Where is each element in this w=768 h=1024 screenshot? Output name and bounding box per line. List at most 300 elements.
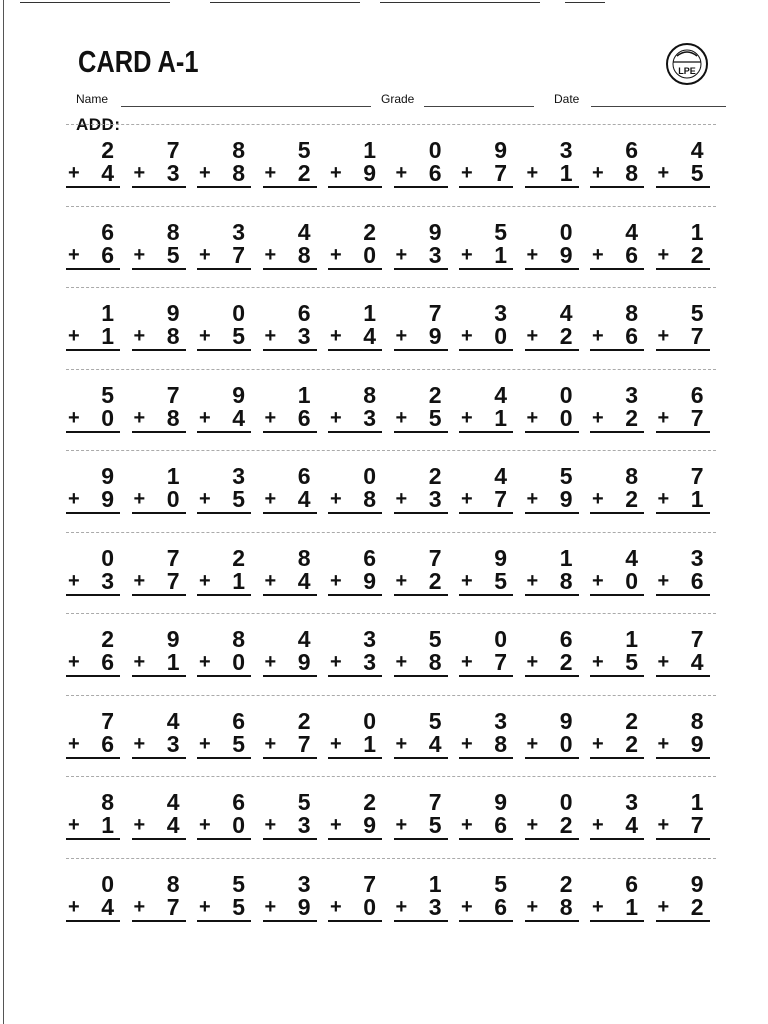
addend-top: 2 bbox=[625, 707, 638, 734]
addend-top: 9 bbox=[428, 218, 442, 245]
plus-sign: + bbox=[657, 406, 670, 429]
addend-bottom: 7 bbox=[297, 730, 311, 757]
addend-bottom-row bbox=[66, 568, 118, 594]
addend-bottom: 0 bbox=[559, 730, 573, 757]
answer-line[interactable] bbox=[656, 512, 710, 514]
name-field[interactable] bbox=[121, 106, 371, 107]
addend-bottom-row bbox=[459, 160, 511, 186]
plus-sign: + bbox=[657, 651, 670, 673]
addend-bottom: 3 bbox=[297, 323, 311, 349]
answer-line[interactable] bbox=[525, 594, 579, 596]
plus-sign: + bbox=[330, 243, 342, 266]
addend-bottom-row bbox=[590, 894, 642, 920]
addition-problem bbox=[590, 627, 642, 683]
plus-sign: + bbox=[133, 732, 146, 755]
answer-line[interactable] bbox=[656, 431, 710, 433]
addend-bottom: 4 bbox=[101, 160, 114, 186]
answer-line[interactable] bbox=[197, 512, 251, 514]
plus-sign: + bbox=[461, 325, 473, 347]
addend-bottom-row bbox=[656, 731, 708, 757]
addend-top: 1 bbox=[625, 626, 638, 652]
addition-problem bbox=[132, 546, 184, 602]
answer-line[interactable] bbox=[459, 431, 513, 433]
answer-line[interactable] bbox=[394, 594, 448, 596]
addend-bottom-row bbox=[656, 405, 708, 431]
plus-sign: + bbox=[330, 814, 342, 836]
addend-bottom: 8 bbox=[232, 160, 245, 186]
addend-bottom: 6 bbox=[428, 160, 442, 186]
answer-line[interactable] bbox=[328, 431, 382, 433]
answer-line[interactable] bbox=[525, 431, 579, 433]
answer-line[interactable] bbox=[132, 757, 186, 759]
answer-line[interactable] bbox=[590, 757, 644, 759]
answer-line[interactable] bbox=[132, 920, 186, 922]
addend-bottom: 5 bbox=[166, 241, 180, 268]
addend-bottom: 8 bbox=[494, 730, 507, 757]
addend-bottom-row bbox=[132, 486, 184, 512]
answer-line[interactable] bbox=[66, 512, 120, 514]
answer-line[interactable] bbox=[459, 838, 513, 840]
addend-bottom-row bbox=[132, 812, 184, 838]
addend-top: 2 bbox=[101, 137, 114, 163]
addition-problem bbox=[656, 709, 708, 765]
addition-problem bbox=[459, 546, 511, 602]
answer-line[interactable] bbox=[394, 512, 448, 514]
answer-line[interactable] bbox=[66, 186, 120, 188]
answer-line[interactable] bbox=[525, 268, 579, 270]
addition-problem bbox=[394, 138, 446, 194]
addend-top: 7 bbox=[166, 544, 180, 571]
addend-bottom: 0 bbox=[494, 323, 507, 349]
answer-line[interactable] bbox=[525, 512, 579, 514]
addition-problem bbox=[525, 872, 577, 928]
addend-bottom: 6 bbox=[494, 812, 507, 838]
addend-top: 3 bbox=[232, 218, 245, 245]
answer-line[interactable] bbox=[525, 757, 579, 759]
addend-bottom: 6 bbox=[297, 404, 311, 431]
addition-problem bbox=[590, 546, 642, 602]
addition-problem bbox=[263, 220, 315, 276]
answer-line[interactable] bbox=[263, 431, 317, 433]
answer-line[interactable] bbox=[132, 349, 186, 351]
answer-line[interactable] bbox=[525, 838, 579, 840]
plus-sign: + bbox=[133, 895, 146, 918]
plus-sign: + bbox=[395, 488, 408, 510]
answer-line[interactable] bbox=[197, 675, 251, 677]
plus-sign: + bbox=[68, 569, 80, 592]
plus-sign: + bbox=[395, 406, 408, 429]
addend-bottom-row bbox=[132, 160, 184, 186]
addend-bottom: 7 bbox=[690, 404, 704, 431]
addition-problem bbox=[66, 383, 118, 439]
addend-bottom: 2 bbox=[625, 486, 638, 512]
date-field[interactable] bbox=[591, 106, 726, 107]
addend-bottom-row bbox=[132, 649, 184, 675]
plus-sign: + bbox=[592, 243, 604, 266]
answer-line[interactable] bbox=[66, 675, 120, 677]
addend-top: 6 bbox=[559, 626, 573, 652]
addend-bottom: 0 bbox=[559, 404, 573, 431]
answer-line[interactable] bbox=[263, 186, 317, 188]
date-label: Date bbox=[554, 92, 580, 106]
addition-problem bbox=[66, 872, 118, 928]
addend-bottom-row bbox=[132, 405, 184, 431]
plus-sign: + bbox=[330, 651, 342, 673]
addition-problem bbox=[394, 301, 446, 357]
addend-bottom: 1 bbox=[625, 893, 638, 920]
addend-top: 6 bbox=[363, 544, 376, 571]
answer-line[interactable] bbox=[132, 594, 186, 596]
addend-top: 9 bbox=[494, 137, 507, 163]
addend-top: 2 bbox=[428, 463, 442, 489]
answer-line[interactable] bbox=[132, 186, 186, 188]
addition-problem bbox=[656, 872, 708, 928]
answer-line[interactable] bbox=[197, 268, 251, 270]
answer-line[interactable] bbox=[590, 512, 644, 514]
addend-bottom: 8 bbox=[559, 893, 573, 920]
plus-sign: + bbox=[657, 162, 670, 184]
addend-bottom-row bbox=[197, 242, 249, 268]
addend-bottom-row bbox=[328, 242, 380, 268]
grade-label: Grade bbox=[381, 92, 415, 106]
answer-line[interactable] bbox=[590, 920, 644, 922]
plus-sign: + bbox=[526, 325, 539, 347]
answer-line[interactable] bbox=[590, 675, 644, 677]
plus-sign: + bbox=[264, 569, 277, 592]
addend-top: 4 bbox=[297, 218, 311, 245]
answer-line[interactable] bbox=[394, 268, 448, 270]
addition-problem bbox=[328, 872, 380, 928]
addend-top: 9 bbox=[101, 463, 114, 489]
answer-line[interactable] bbox=[459, 757, 513, 759]
answer-line[interactable] bbox=[656, 920, 710, 922]
addend-bottom: 0 bbox=[363, 241, 376, 268]
addition-problem bbox=[590, 220, 642, 276]
answer-line[interactable] bbox=[394, 757, 448, 759]
addend-top: 0 bbox=[559, 218, 573, 245]
addend-top: 4 bbox=[494, 463, 507, 489]
addition-problem bbox=[132, 790, 184, 846]
answer-line[interactable] bbox=[66, 431, 120, 433]
plus-sign: + bbox=[592, 162, 604, 184]
addend-bottom: 9 bbox=[690, 730, 704, 757]
addend-bottom: 9 bbox=[363, 160, 376, 186]
answer-line[interactable] bbox=[328, 512, 382, 514]
addend-top: 0 bbox=[101, 870, 114, 897]
addend-bottom: 5 bbox=[232, 893, 245, 920]
answer-line[interactable] bbox=[590, 594, 644, 596]
addend-top: 7 bbox=[690, 626, 704, 652]
addend-bottom: 4 bbox=[232, 404, 245, 431]
addition-problem bbox=[525, 790, 577, 846]
answer-line[interactable] bbox=[525, 675, 579, 677]
addition-problem bbox=[459, 709, 511, 765]
answer-line[interactable] bbox=[328, 594, 382, 596]
addend-bottom-row bbox=[263, 812, 315, 838]
addend-top: 8 bbox=[232, 137, 245, 163]
answer-line[interactable] bbox=[590, 838, 644, 840]
answer-line[interactable] bbox=[263, 594, 317, 596]
answer-line[interactable] bbox=[459, 920, 513, 922]
addend-bottom-row bbox=[590, 568, 642, 594]
addend-bottom-row bbox=[459, 649, 511, 675]
addition-problem bbox=[263, 872, 315, 928]
addend-top: 0 bbox=[559, 381, 573, 408]
addend-top: 9 bbox=[166, 626, 180, 652]
addend-bottom-row bbox=[656, 323, 708, 349]
plus-sign: + bbox=[330, 325, 342, 347]
plus-sign: + bbox=[592, 732, 604, 755]
addend-top: 7 bbox=[101, 707, 114, 734]
addend-top: 2 bbox=[363, 218, 376, 245]
plus-sign: + bbox=[592, 325, 604, 347]
answer-line[interactable] bbox=[525, 920, 579, 922]
answer-line[interactable] bbox=[525, 349, 579, 351]
addend-top: 8 bbox=[232, 626, 245, 652]
answer-line[interactable] bbox=[656, 757, 710, 759]
answer-line[interactable] bbox=[263, 268, 317, 270]
plus-sign: + bbox=[133, 162, 146, 184]
answer-line[interactable] bbox=[525, 186, 579, 188]
addend-bottom-row bbox=[263, 405, 315, 431]
addend-bottom: 3 bbox=[428, 486, 442, 512]
answer-line[interactable] bbox=[590, 186, 644, 188]
addition-problem bbox=[394, 627, 446, 683]
answer-line[interactable] bbox=[590, 349, 644, 351]
addend-top: 4 bbox=[690, 137, 704, 163]
addend-top: 1 bbox=[690, 789, 704, 815]
answer-line[interactable] bbox=[328, 349, 382, 351]
plus-sign: + bbox=[461, 814, 473, 836]
answer-line[interactable] bbox=[394, 431, 448, 433]
answer-line[interactable] bbox=[590, 431, 644, 433]
answer-line[interactable] bbox=[197, 757, 251, 759]
addend-top: 3 bbox=[690, 544, 704, 571]
answer-line[interactable] bbox=[328, 675, 382, 677]
addend-bottom: 2 bbox=[690, 893, 704, 920]
answer-line[interactable] bbox=[394, 838, 448, 840]
answer-line[interactable] bbox=[132, 431, 186, 433]
addition-problem bbox=[459, 627, 511, 683]
addend-bottom-row bbox=[66, 812, 118, 838]
addend-top: 7 bbox=[363, 870, 376, 897]
addend-top: 3 bbox=[625, 381, 638, 408]
addition-problem bbox=[197, 546, 249, 602]
answer-line[interactable] bbox=[328, 268, 382, 270]
svg-text:LPE: LPE bbox=[678, 66, 696, 76]
answer-line[interactable] bbox=[132, 268, 186, 270]
answer-line[interactable] bbox=[459, 594, 513, 596]
answer-line[interactable] bbox=[590, 268, 644, 270]
addend-bottom: 5 bbox=[232, 486, 245, 512]
answer-line[interactable] bbox=[66, 594, 120, 596]
answer-line[interactable] bbox=[656, 186, 710, 188]
addend-bottom-row bbox=[197, 486, 249, 512]
answer-line[interactable] bbox=[394, 675, 448, 677]
addend-top: 5 bbox=[101, 381, 114, 408]
addition-problem bbox=[263, 627, 315, 683]
answer-line[interactable] bbox=[263, 757, 317, 759]
addition-problem bbox=[132, 709, 184, 765]
addend-bottom-row bbox=[525, 894, 577, 920]
addend-bottom: 7 bbox=[690, 812, 704, 838]
addition-problem bbox=[328, 301, 380, 357]
answer-line[interactable] bbox=[197, 920, 251, 922]
addend-bottom: 5 bbox=[428, 404, 442, 431]
answer-line[interactable] bbox=[656, 349, 710, 351]
answer-line[interactable] bbox=[459, 512, 513, 514]
answer-line[interactable] bbox=[132, 512, 186, 514]
addition-problem bbox=[328, 464, 380, 520]
answer-line[interactable] bbox=[328, 186, 382, 188]
answer-line[interactable] bbox=[66, 838, 120, 840]
addend-top: 9 bbox=[559, 707, 573, 734]
plus-sign: + bbox=[264, 732, 277, 755]
answer-line[interactable] bbox=[656, 675, 710, 677]
addend-bottom: 0 bbox=[232, 649, 245, 675]
addition-problem bbox=[197, 790, 249, 846]
addend-top: 3 bbox=[625, 789, 638, 815]
plus-sign: + bbox=[657, 732, 670, 755]
answer-line[interactable] bbox=[328, 757, 382, 759]
plus-sign: + bbox=[395, 814, 408, 836]
addend-top: 4 bbox=[494, 381, 507, 408]
plus-sign: + bbox=[657, 895, 670, 918]
addition-problem bbox=[394, 464, 446, 520]
answer-line[interactable] bbox=[459, 675, 513, 677]
addend-top: 5 bbox=[494, 870, 507, 897]
addition-problem bbox=[590, 709, 642, 765]
addend-bottom: 2 bbox=[559, 323, 573, 349]
addend-top: 7 bbox=[428, 789, 442, 815]
addition-problem bbox=[263, 383, 315, 439]
plus-sign: + bbox=[657, 814, 670, 836]
addition-problem bbox=[394, 790, 446, 846]
answer-line[interactable] bbox=[66, 268, 120, 270]
addition-problem bbox=[525, 138, 577, 194]
addition-problem bbox=[459, 790, 511, 846]
addition-problem bbox=[525, 383, 577, 439]
addend-bottom: 8 bbox=[166, 323, 180, 349]
answer-line[interactable] bbox=[394, 186, 448, 188]
addition-problem bbox=[263, 709, 315, 765]
answer-line[interactable] bbox=[197, 349, 251, 351]
answer-line[interactable] bbox=[197, 838, 251, 840]
addend-top: 2 bbox=[559, 870, 573, 897]
addend-bottom-row bbox=[590, 649, 642, 675]
answer-line[interactable] bbox=[328, 920, 382, 922]
plus-sign: + bbox=[68, 488, 80, 510]
row-separator bbox=[66, 124, 716, 125]
plus-sign: + bbox=[264, 162, 277, 184]
answer-line[interactable] bbox=[656, 838, 710, 840]
addition-problem bbox=[132, 464, 184, 520]
addend-top: 5 bbox=[428, 626, 442, 652]
answer-line[interactable] bbox=[263, 675, 317, 677]
plus-sign: + bbox=[461, 895, 473, 918]
answer-line[interactable] bbox=[132, 838, 186, 840]
answer-line[interactable] bbox=[459, 268, 513, 270]
answer-line[interactable] bbox=[263, 920, 317, 922]
plus-sign: + bbox=[526, 895, 539, 918]
addend-bottom-row bbox=[590, 486, 642, 512]
plus-sign: + bbox=[264, 488, 277, 510]
addend-bottom: 1 bbox=[494, 404, 507, 431]
answer-line[interactable] bbox=[459, 186, 513, 188]
answer-line[interactable] bbox=[197, 186, 251, 188]
addition-problem bbox=[394, 546, 446, 602]
addend-bottom-row bbox=[590, 160, 642, 186]
addition-problem bbox=[394, 709, 446, 765]
answer-line[interactable] bbox=[197, 594, 251, 596]
addend-bottom: 2 bbox=[428, 567, 442, 594]
addend-bottom-row bbox=[328, 486, 380, 512]
addend-top: 8 bbox=[166, 870, 180, 897]
addend-top: 4 bbox=[625, 544, 638, 571]
addend-top: 3 bbox=[559, 137, 573, 163]
plus-sign: + bbox=[461, 569, 473, 592]
publisher-seal-logo bbox=[665, 42, 709, 86]
answer-line[interactable] bbox=[328, 838, 382, 840]
addend-bottom: 1 bbox=[101, 812, 114, 838]
answer-line[interactable] bbox=[66, 349, 120, 351]
answer-line[interactable] bbox=[459, 349, 513, 351]
answer-line[interactable] bbox=[197, 431, 251, 433]
plus-sign: + bbox=[526, 406, 539, 429]
answer-line[interactable] bbox=[263, 349, 317, 351]
grade-field[interactable] bbox=[424, 106, 534, 107]
answer-line[interactable] bbox=[394, 349, 448, 351]
addend-bottom: 8 bbox=[363, 486, 376, 512]
plus-sign: + bbox=[199, 406, 211, 429]
answer-line[interactable] bbox=[66, 920, 120, 922]
addition-problem bbox=[197, 627, 249, 683]
plus-sign: + bbox=[395, 895, 408, 918]
plus-sign: + bbox=[395, 243, 408, 266]
addition-problem bbox=[459, 464, 511, 520]
answer-line[interactable] bbox=[263, 512, 317, 514]
answer-line[interactable] bbox=[656, 268, 710, 270]
addend-bottom: 9 bbox=[559, 241, 573, 268]
answer-line[interactable] bbox=[394, 920, 448, 922]
addend-top: 5 bbox=[559, 463, 573, 489]
plus-sign: + bbox=[199, 569, 211, 592]
plus-sign: + bbox=[199, 814, 211, 836]
addend-bottom-row bbox=[459, 486, 511, 512]
answer-line[interactable] bbox=[656, 594, 710, 596]
addend-top: 5 bbox=[297, 137, 311, 163]
addend-top: 6 bbox=[232, 789, 245, 815]
answer-line[interactable] bbox=[132, 675, 186, 677]
answer-line[interactable] bbox=[66, 757, 120, 759]
plus-sign: + bbox=[592, 488, 604, 510]
addend-top: 1 bbox=[690, 218, 704, 245]
addend-bottom: 7 bbox=[690, 323, 704, 349]
addition-problem bbox=[590, 872, 642, 928]
addend-bottom: 6 bbox=[625, 323, 638, 349]
plus-sign: + bbox=[133, 406, 146, 429]
addend-bottom-row bbox=[394, 160, 446, 186]
addend-bottom-row bbox=[656, 894, 708, 920]
plus-sign: + bbox=[461, 406, 473, 429]
addition-problem bbox=[525, 709, 577, 765]
plus-sign: + bbox=[133, 243, 146, 266]
answer-line[interactable] bbox=[263, 838, 317, 840]
addend-bottom-row bbox=[66, 323, 118, 349]
addition-problem bbox=[525, 464, 577, 520]
plus-sign: + bbox=[330, 488, 342, 510]
addend-top: 9 bbox=[494, 544, 507, 571]
